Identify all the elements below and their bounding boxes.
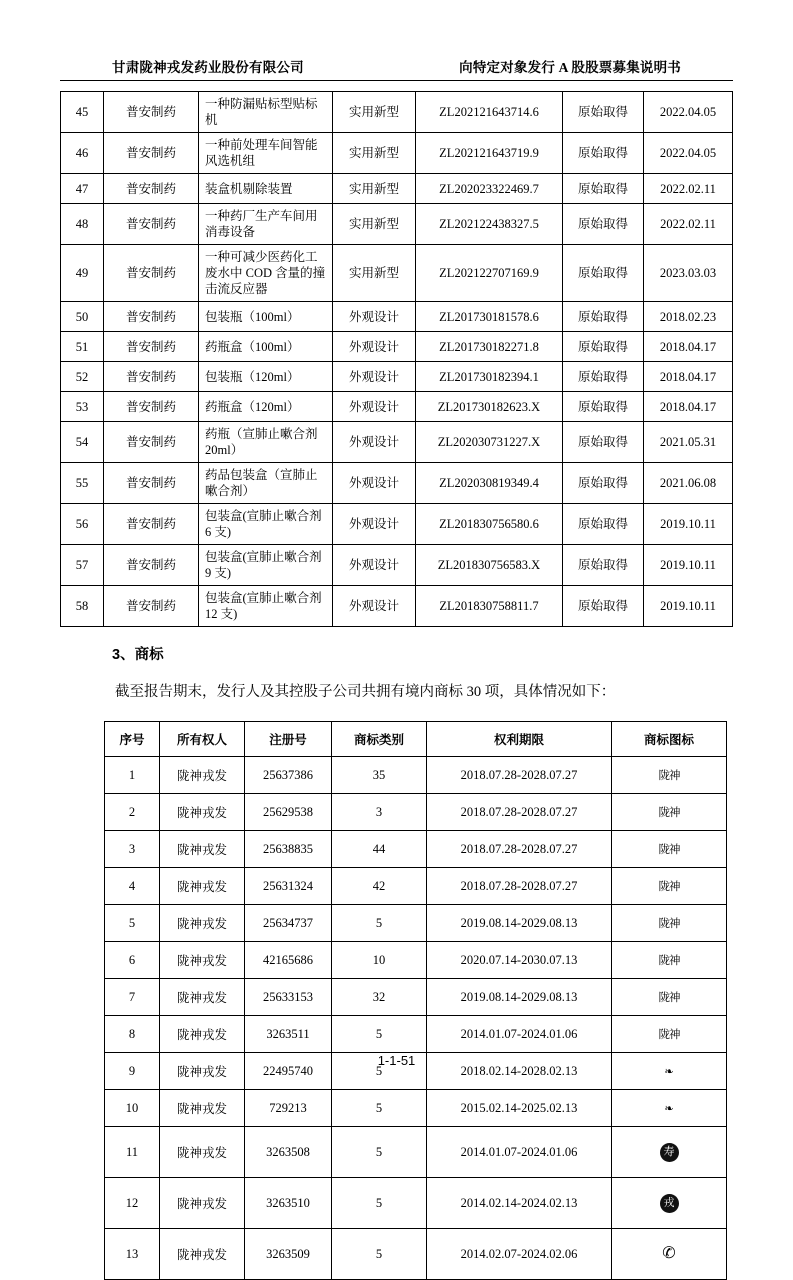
- table-row: [61, 174, 733, 204]
- table-row: [61, 392, 733, 422]
- cell-owner: 普安制药: [104, 362, 199, 392]
- cell-owner: 普安制药: [104, 392, 199, 422]
- cell-date: 2019.10.11: [644, 586, 733, 627]
- cell-category: 5: [332, 1090, 427, 1127]
- cell-owner: 陇神戎发: [160, 905, 245, 942]
- cell-name: 一种可减少医药化工废水中 COD 含量的撞击流反应器: [199, 245, 333, 302]
- cell-no: 13: [105, 1229, 160, 1280]
- column-header-owner: 所有权人: [160, 722, 245, 757]
- cell-name: 装盒机剔除装置: [199, 174, 333, 204]
- cell-logo: [612, 942, 727, 979]
- cell-date: 2022.04.05: [644, 92, 733, 133]
- table-row: [61, 92, 733, 133]
- cell-logo: [612, 905, 727, 942]
- cell-logo: [612, 1090, 727, 1127]
- cell-date: 2018.04.17: [644, 392, 733, 422]
- cell-code: ZL201730181578.6: [416, 302, 563, 332]
- patent-table: [60, 91, 733, 627]
- cell-logo: [612, 1178, 727, 1229]
- cell-reg-no: 3263509: [245, 1229, 332, 1280]
- cell-code: ZL201830758811.7: [416, 586, 563, 627]
- cell-no: 56: [61, 504, 104, 545]
- trademark-text-logo-icon: 陇神: [658, 1029, 680, 1041]
- cell-type: 外观设计: [333, 332, 416, 362]
- cell-date: 2018.02.23: [644, 302, 733, 332]
- cell-source: 原始取得: [563, 204, 644, 245]
- page-number: 1-1-51: [377, 1053, 416, 1068]
- cell-code: ZL202023322469.7: [416, 174, 563, 204]
- cell-no: 2: [105, 794, 160, 831]
- cell-source: 原始取得: [563, 392, 644, 422]
- cell-logo: [612, 1127, 727, 1178]
- cell-type: 外观设计: [333, 545, 416, 586]
- cell-type: 外观设计: [333, 422, 416, 463]
- table-row: [105, 868, 727, 905]
- cell-no: 6: [105, 942, 160, 979]
- table-row: [105, 942, 727, 979]
- cell-no: 4: [105, 868, 160, 905]
- cell-owner: 陇神戎发: [160, 831, 245, 868]
- table-row: [105, 1016, 727, 1053]
- cell-code: ZL202122438327.5: [416, 204, 563, 245]
- trademark-text-logo-icon: 陇神: [658, 918, 680, 930]
- cell-period: 2018.07.28-2028.07.27: [427, 794, 612, 831]
- cell-reg-no: 25634737: [245, 905, 332, 942]
- table-row: [61, 463, 733, 504]
- cell-category: 42: [332, 868, 427, 905]
- cell-type: 外观设计: [333, 586, 416, 627]
- cell-owner: 普安制药: [104, 332, 199, 362]
- header-company-name: 甘肃陇神戎发药业股份有限公司: [112, 60, 304, 75]
- cell-period: 2015.02.14-2025.02.13: [427, 1090, 612, 1127]
- table-row: [105, 794, 727, 831]
- cell-type: 外观设计: [333, 302, 416, 332]
- table-row: [61, 362, 733, 392]
- cell-no: 52: [61, 362, 104, 392]
- trademark-circle-logo-icon: 寿: [660, 1143, 679, 1162]
- cell-source: 原始取得: [563, 92, 644, 133]
- cell-owner: 陇神戎发: [160, 757, 245, 794]
- column-header-reg-no: 注册号: [245, 722, 332, 757]
- column-header-category: 商标类别: [332, 722, 427, 757]
- cell-code: ZL202121643719.9: [416, 133, 563, 174]
- cell-source: 原始取得: [563, 302, 644, 332]
- table-row: [61, 332, 733, 362]
- cell-no: 12: [105, 1178, 160, 1229]
- section-title: 3、商标: [112, 647, 164, 663]
- cell-owner: 普安制药: [104, 204, 199, 245]
- table-row: [61, 545, 733, 586]
- table-row: [61, 422, 733, 463]
- cell-logo: [612, 1229, 727, 1280]
- cell-source: 原始取得: [563, 362, 644, 392]
- cell-code: ZL202122707169.9: [416, 245, 563, 302]
- trademark-table: [104, 721, 727, 1280]
- cell-code: ZL202030819349.4: [416, 463, 563, 504]
- trademark-text-logo-icon: 陇神: [658, 807, 680, 819]
- cell-logo: [612, 979, 727, 1016]
- cell-type: 实用新型: [333, 204, 416, 245]
- table-row: [61, 133, 733, 174]
- cell-no: 57: [61, 545, 104, 586]
- cell-reg-no: 3263510: [245, 1178, 332, 1229]
- table-row: [105, 831, 727, 868]
- cell-no: 49: [61, 245, 104, 302]
- cell-name: 包装盒(宣肺止嗽合剂 12 支): [199, 586, 333, 627]
- cell-no: 50: [61, 302, 104, 332]
- cell-owner: 普安制药: [104, 302, 199, 332]
- cell-date: 2022.02.11: [644, 204, 733, 245]
- cell-owner: 陇神戎发: [160, 1090, 245, 1127]
- cell-date: 2021.06.08: [644, 463, 733, 504]
- cell-category: 5: [332, 1127, 427, 1178]
- cell-category: 5: [332, 905, 427, 942]
- cell-code: ZL202030731227.X: [416, 422, 563, 463]
- cell-no: 53: [61, 392, 104, 422]
- cell-code: ZL201830756580.6: [416, 504, 563, 545]
- cell-category: 5: [332, 1053, 427, 1090]
- cell-no: 51: [61, 332, 104, 362]
- trademark-text-logo-icon: 陇神: [658, 844, 680, 856]
- cell-name: 包装盒(宣肺止嗽合剂 9 支): [199, 545, 333, 586]
- cell-source: 原始取得: [563, 332, 644, 362]
- cell-category: 5: [332, 1229, 427, 1280]
- cell-reg-no: 25638835: [245, 831, 332, 868]
- cell-owner: 陇神戎发: [160, 1178, 245, 1229]
- cell-logo: [612, 794, 727, 831]
- cell-owner: 陇神戎发: [160, 1016, 245, 1053]
- cell-no: 10: [105, 1090, 160, 1127]
- table-row: [105, 1127, 727, 1178]
- cell-name: 药瓶盒（100ml）: [199, 332, 333, 362]
- header-document-title: 向特定对象发行 A 股股票募集说明书: [459, 60, 681, 75]
- cell-date: 2022.04.05: [644, 133, 733, 174]
- cell-type: 实用新型: [333, 245, 416, 302]
- cell-name: 包装瓶（100ml）: [199, 302, 333, 332]
- cell-code: ZL201730182623.X: [416, 392, 563, 422]
- cell-name: 包装瓶（120ml）: [199, 362, 333, 392]
- cell-no: 54: [61, 422, 104, 463]
- table-row: [105, 757, 727, 794]
- section-paragraph: 截至报告期末，发行人及其控股子公司共拥有境内商标 30 项，具体情况如下：: [115, 684, 616, 700]
- cell-category: 44: [332, 831, 427, 868]
- cell-owner: 普安制药: [104, 174, 199, 204]
- cell-owner: 普安制药: [104, 245, 199, 302]
- trademark-text-logo-icon: 陇神: [658, 955, 680, 967]
- cell-source: 原始取得: [563, 422, 644, 463]
- trademark-swirl-logo-icon: ✆: [662, 1245, 676, 1262]
- cell-period: 2019.08.14-2029.08.13: [427, 905, 612, 942]
- cell-logo: [612, 831, 727, 868]
- cell-no: 48: [61, 204, 104, 245]
- cell-no: 11: [105, 1127, 160, 1178]
- cell-period: 2018.07.28-2028.07.27: [427, 868, 612, 905]
- cell-no: 8: [105, 1016, 160, 1053]
- cell-period: 2020.07.14-2030.07.13: [427, 942, 612, 979]
- cell-code: ZL201830756583.X: [416, 545, 563, 586]
- cell-date: 2022.02.11: [644, 174, 733, 204]
- table-row: [61, 586, 733, 627]
- cell-source: 原始取得: [563, 545, 644, 586]
- cell-logo: [612, 868, 727, 905]
- trademark-table-wrapper: [60, 721, 733, 1280]
- cell-date: 2019.10.11: [644, 545, 733, 586]
- cell-reg-no: 25637386: [245, 757, 332, 794]
- cell-period: 2019.08.14-2029.08.13: [427, 979, 612, 1016]
- cell-owner: 陇神戎发: [160, 1127, 245, 1178]
- cell-reg-no: 3263508: [245, 1127, 332, 1178]
- table-row: [105, 1178, 727, 1229]
- table-row: [105, 979, 727, 1016]
- trademark-circle-logo-icon: 戎: [660, 1194, 679, 1213]
- column-header-period: 权利期限: [427, 722, 612, 757]
- cell-name: 包装盒(宣肺止嗽合剂 6 支): [199, 504, 333, 545]
- cell-source: 原始取得: [563, 586, 644, 627]
- column-header-logo: 商标图标: [612, 722, 727, 757]
- cell-reg-no: 25633153: [245, 979, 332, 1016]
- trademark-mark-logo-icon: ❧: [664, 1102, 674, 1115]
- cell-source: 原始取得: [563, 463, 644, 504]
- trademark-text-logo-icon: 陇神: [658, 770, 680, 782]
- cell-no: 5: [105, 905, 160, 942]
- table-header-row: [105, 722, 727, 757]
- table-row: [61, 302, 733, 332]
- table-row: [105, 1090, 727, 1127]
- table-row: [61, 204, 733, 245]
- table-row: [105, 1229, 727, 1280]
- cell-type: 实用新型: [333, 92, 416, 133]
- cell-date: 2018.04.17: [644, 362, 733, 392]
- cell-source: 原始取得: [563, 504, 644, 545]
- cell-name: 药瓶（宣肺止嗽合剂 20ml）: [199, 422, 333, 463]
- cell-name: 一种药厂生产车间用消毒设备: [199, 204, 333, 245]
- cell-owner: 普安制药: [104, 504, 199, 545]
- cell-date: 2019.10.11: [644, 504, 733, 545]
- trademark-text-logo-icon: 陇神: [658, 992, 680, 1004]
- cell-date: 2021.05.31: [644, 422, 733, 463]
- table-row: [61, 245, 733, 302]
- cell-no: 3: [105, 831, 160, 868]
- cell-no: 55: [61, 463, 104, 504]
- cell-owner: 陇神戎发: [160, 1053, 245, 1090]
- cell-reg-no: 3263511: [245, 1016, 332, 1053]
- cell-logo: [612, 757, 727, 794]
- cell-category: 35: [332, 757, 427, 794]
- cell-name: 一种前处理车间智能风选机组: [199, 133, 333, 174]
- cell-period: 2018.02.14-2028.02.13: [427, 1053, 612, 1090]
- cell-date: 2023.03.03: [644, 245, 733, 302]
- cell-category: 10: [332, 942, 427, 979]
- cell-type: 外观设计: [333, 392, 416, 422]
- table-row: [105, 905, 727, 942]
- cell-period: 2018.07.28-2028.07.27: [427, 757, 612, 794]
- cell-owner: 陇神戎发: [160, 942, 245, 979]
- cell-no: 1: [105, 757, 160, 794]
- cell-reg-no: 22495740: [245, 1053, 332, 1090]
- cell-type: 外观设计: [333, 504, 416, 545]
- trademark-mark-logo-icon: ❧: [664, 1065, 674, 1078]
- cell-source: 原始取得: [563, 174, 644, 204]
- cell-type: 外观设计: [333, 362, 416, 392]
- cell-owner: 普安制药: [104, 92, 199, 133]
- cell-no: 47: [61, 174, 104, 204]
- cell-code: ZL201730182394.1: [416, 362, 563, 392]
- table-row: [61, 504, 733, 545]
- cell-no: 7: [105, 979, 160, 1016]
- cell-name: 药品包装盒（宣肺止嗽合剂）: [199, 463, 333, 504]
- cell-owner: 陇神戎发: [160, 868, 245, 905]
- page-header: [60, 56, 733, 81]
- cell-code: ZL201730182271.8: [416, 332, 563, 362]
- cell-period: 2014.01.07-2024.01.06: [427, 1127, 612, 1178]
- cell-source: 原始取得: [563, 245, 644, 302]
- cell-owner: 普安制药: [104, 133, 199, 174]
- trademark-text-logo-icon: 陇神: [658, 881, 680, 893]
- cell-period: 2018.07.28-2028.07.27: [427, 831, 612, 868]
- cell-owner: 普安制药: [104, 463, 199, 504]
- cell-owner: 普安制药: [104, 422, 199, 463]
- column-header-no: 序号: [105, 722, 160, 757]
- cell-category: 32: [332, 979, 427, 1016]
- cell-type: 实用新型: [333, 174, 416, 204]
- cell-code: ZL202121643714.6: [416, 92, 563, 133]
- cell-name: 药瓶盒（120ml）: [199, 392, 333, 422]
- cell-period: 2014.01.07-2024.01.06: [427, 1016, 612, 1053]
- cell-logo: [612, 1016, 727, 1053]
- cell-no: 46: [61, 133, 104, 174]
- cell-owner: 陇神戎发: [160, 979, 245, 1016]
- cell-category: 5: [332, 1016, 427, 1053]
- cell-no: 45: [61, 92, 104, 133]
- cell-date: 2018.04.17: [644, 332, 733, 362]
- cell-owner: 普安制药: [104, 586, 199, 627]
- cell-name: 一种防漏贴标型贴标机: [199, 92, 333, 133]
- cell-category: 3: [332, 794, 427, 831]
- cell-type: 外观设计: [333, 463, 416, 504]
- cell-period: 2014.02.07-2024.02.06: [427, 1229, 612, 1280]
- cell-reg-no: 25629538: [245, 794, 332, 831]
- cell-type: 实用新型: [333, 133, 416, 174]
- cell-period: 2014.02.14-2024.02.13: [427, 1178, 612, 1229]
- cell-source: 原始取得: [563, 133, 644, 174]
- page-footer: [0, 1053, 793, 1068]
- cell-owner: 普安制药: [104, 545, 199, 586]
- cell-reg-no: 25631324: [245, 868, 332, 905]
- cell-no: 9: [105, 1053, 160, 1090]
- cell-no: 58: [61, 586, 104, 627]
- cell-reg-no: 42165686: [245, 942, 332, 979]
- cell-owner: 陇神戎发: [160, 794, 245, 831]
- cell-owner: 陇神戎发: [160, 1229, 245, 1280]
- cell-category: 5: [332, 1178, 427, 1229]
- cell-reg-no: 729213: [245, 1090, 332, 1127]
